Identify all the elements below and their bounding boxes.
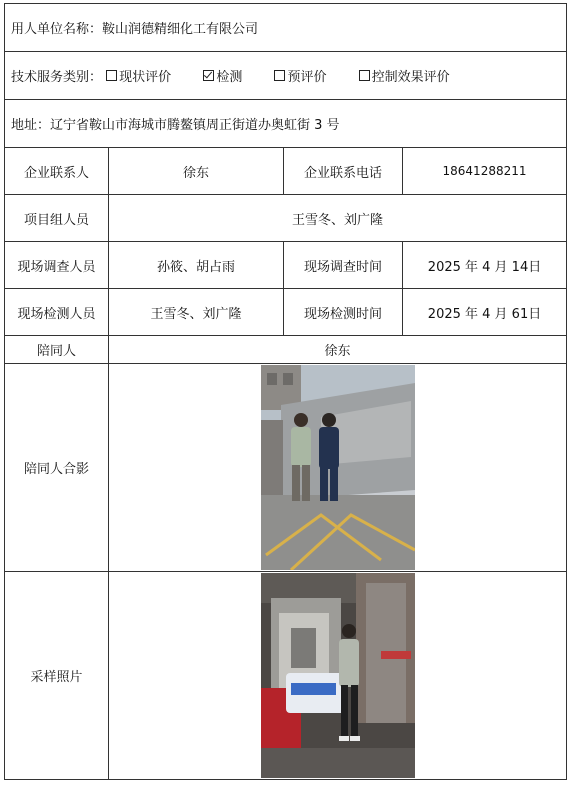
checkbox-checked-icon[interactable] [203,70,214,81]
checkbox-icon[interactable] [359,70,370,81]
team-label: 项目组人员 [5,195,109,242]
unit-name-row [5,4,567,52]
survey-time: 2025 年 4 月 14日 [403,242,567,289]
survey-time-label: 现场调查时间 [284,242,403,289]
team-value: 王雪冬、刘广隆 [109,195,567,242]
service-option-status[interactable]: 现状评价 [106,66,171,85]
accompany-name: 徐东 [109,336,567,364]
test-label: 现场检测人员 [5,289,109,336]
contact-label: 企业联系人 [5,148,109,195]
service-option-pre-eval[interactable]: 预评价 [274,66,326,85]
sample-photo-label: 采样照片 [5,572,109,780]
phone-label: 企业联系电话 [284,148,403,195]
unit-name: 鞍山润德精细化工有限公司 [102,22,259,37]
address-label: 地址： [11,118,51,133]
phone-value: 18641288211 [403,148,567,195]
group-photo [261,365,415,570]
address-row [5,100,567,148]
test-time-label: 现场检测时间 [284,289,403,336]
checkbox-icon[interactable] [274,70,285,81]
service-type-row [5,52,567,100]
survey-people: 孙筱、胡占雨 [109,242,284,289]
sample-photo-cell [109,572,567,780]
address-value: 辽宁省鞍山市海城市腾鳌镇周正街道办奥虹街 3 号 [50,118,340,133]
test-people: 王雪冬、刘广隆 [109,289,284,336]
survey-label: 现场调查人员 [5,242,109,289]
sample-photo [261,573,415,778]
service-label: 技术服务类别： [11,70,103,85]
accompany-label: 陪同人 [5,336,109,364]
test-time: 2025 年 4 月 61日 [403,289,567,336]
checkbox-icon[interactable] [106,70,117,81]
service-option-control-eval[interactable]: 控制效果评价 [359,66,450,85]
group-photo-cell [109,364,567,572]
unit-label: 用人单位名称： [11,22,103,37]
record-table [4,3,567,780]
group-photo-label: 陪同人合影 [5,364,109,572]
service-option-testing[interactable]: 检测 [203,66,242,85]
contact-name: 徐东 [109,148,284,195]
